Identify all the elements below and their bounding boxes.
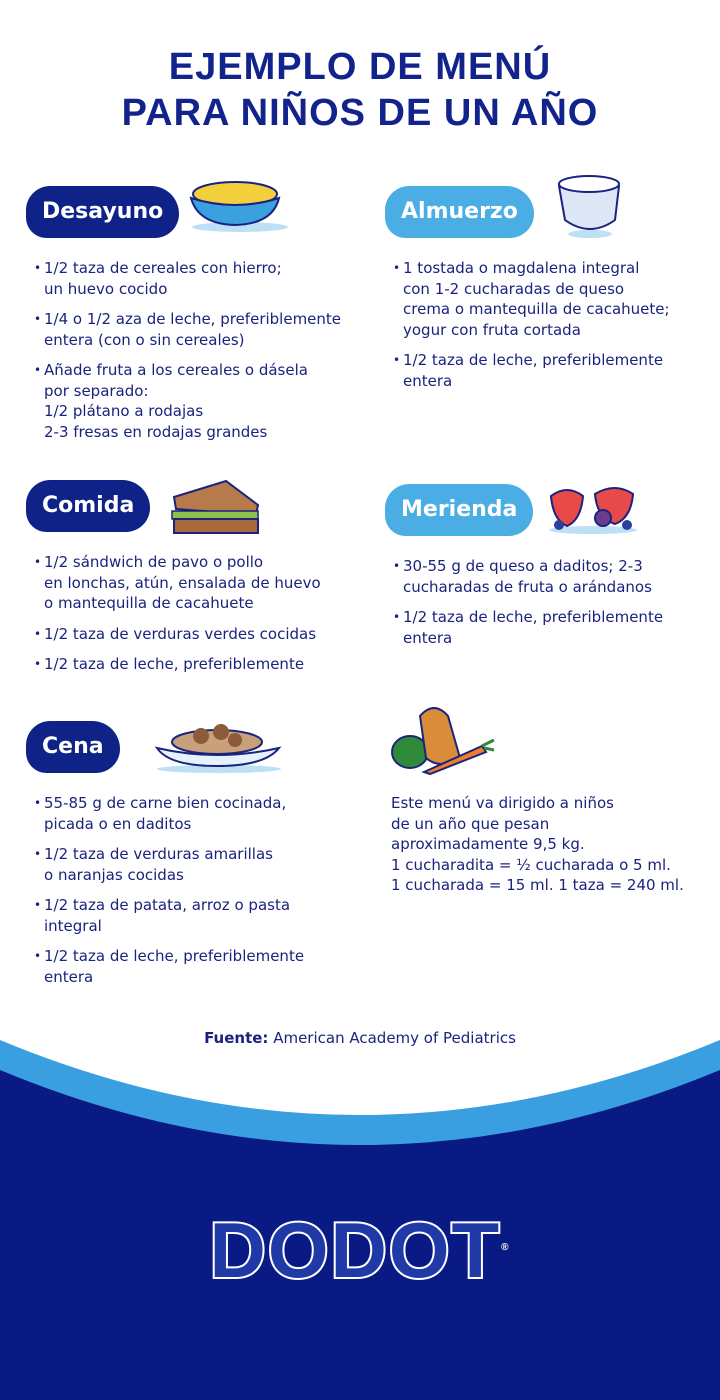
dodot-logo: DODOT® <box>209 1206 511 1294</box>
list-item: • 1/2 taza de leche, preferiblemente <box>34 654 356 675</box>
berries-icon <box>545 480 640 538</box>
source-label: Fuente: <box>204 1029 269 1047</box>
list-item: • 1/2 taza de leche, preferiblemente entera <box>34 946 356 987</box>
list-item: • 1/2 sándwich de pavo o pollo en lonchas, atún, ensalada de huevo o mantequilla de cacahuete <box>34 552 356 614</box>
section-label: Desayuno <box>26 186 179 238</box>
section-label: Merienda <box>385 484 533 536</box>
list-item: • 55-85 g de carne bien cocinada, picada o en daditos <box>34 793 356 834</box>
yogurt-cup-icon <box>555 172 625 240</box>
item-list <box>385 258 715 391</box>
section-almuerzo <box>385 186 715 401</box>
list-item: • 1/2 taza de patata, arroz o pasta integral <box>34 895 356 936</box>
section-label: Almuerzo <box>385 186 534 238</box>
list-item: • Añade fruta a los cereales o dásela por separado: 1/2 plátano a rodajas 2-3 fresas en rodajas grandes <box>34 360 356 442</box>
section-label: Cena <box>26 721 120 773</box>
menu-note: Este menú va dirigido a niños de un año que pesan aproximadamente 9,5 kg. 1 cucharadita = ½ cucharada o 5 ml. 1 cucharada = 15 ml. 1 taza = 240 ml. <box>391 794 684 894</box>
item-list <box>26 258 356 442</box>
spaghetti-plate-icon <box>155 722 283 774</box>
cereal-bowl-icon <box>188 172 290 234</box>
list-item: • 1/2 taza de cereales con hierro; un huevo cocido <box>34 258 356 299</box>
list-item: • 1/2 taza de leche, preferiblemente entera <box>393 607 715 648</box>
vegetables-icon <box>390 700 496 776</box>
page-title <box>0 44 720 136</box>
list-item: • 1 tostada o magdalena integral con 1-2 cucharadas de queso crema o mantequilla de cacahuete; yogur con fruta cortada <box>393 258 715 340</box>
logo-text: DODOT <box>209 1206 502 1294</box>
list-item: • 1/4 o 1/2 aza de leche, preferiblemente entera (con o sin cereales) <box>34 309 356 350</box>
list-item: • 1/2 taza de verduras amarillas o naranjas cocidas <box>34 844 356 885</box>
item-list <box>26 793 356 987</box>
section-label: Comida <box>26 480 150 532</box>
item-list <box>385 556 715 648</box>
source-text: American Academy of Pediatrics <box>268 1029 516 1047</box>
list-item: • 1/2 taza de verduras verdes cocidas <box>34 624 356 645</box>
title-line-1: EJEMPLO DE MENÚ <box>168 46 552 88</box>
list-item: • 30-55 g de queso a daditos; 2-3 cucharadas de fruta o arándanos <box>393 556 715 597</box>
title-line-2: PARA NIÑOS DE UN AÑO <box>121 92 599 134</box>
list-item: • 1/2 taza de leche, preferiblemente entera <box>393 350 715 391</box>
item-list <box>26 552 356 675</box>
sandwich-icon <box>166 475 266 540</box>
